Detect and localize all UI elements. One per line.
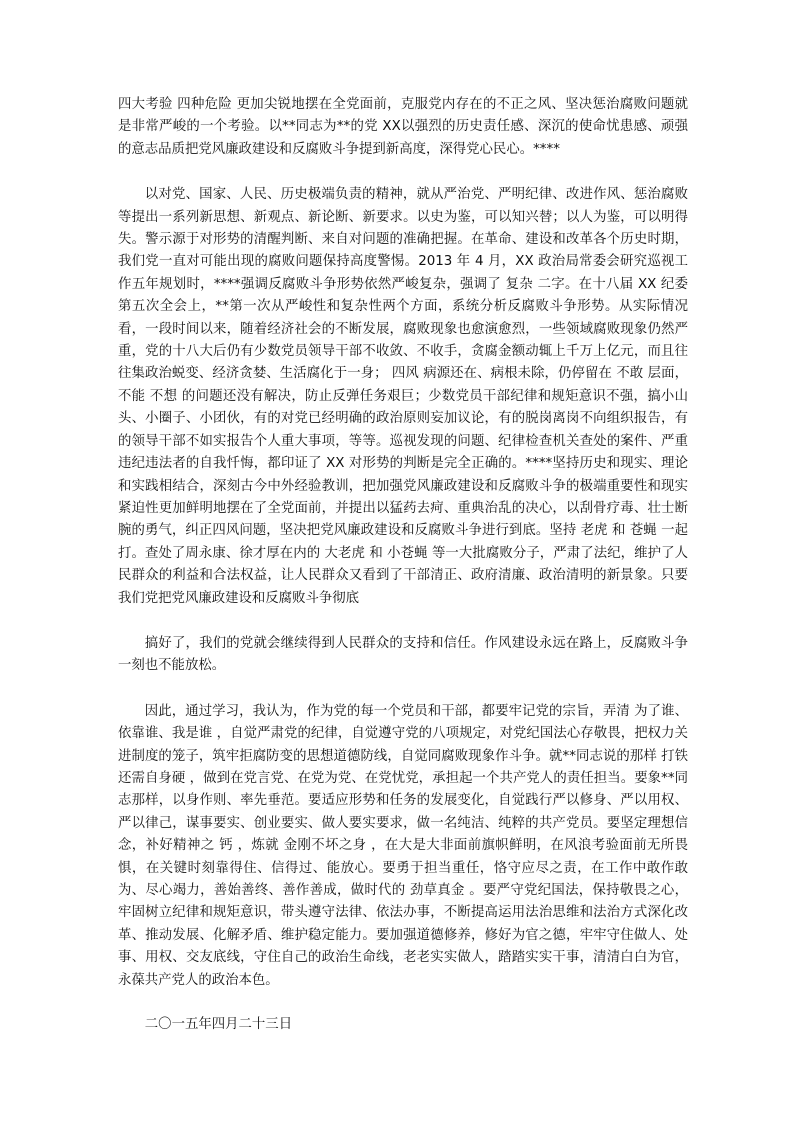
paragraph-3: 搞好了，我们的党就会继续得到人民群众的支持和信任。作风建设永远在路上，反腐败斗争一刻也不能放松。 [118,635,688,674]
paragraph-1: 四大考验 四种危险 更加尖锐地摆在全党面前，克服党内存在的不正之风、坚决惩治腐败问题就是非常严峻的一个考验。以**同志为**的党 XX以强烈的历史责任感、深沉的使命忧患感、顽强的意志品质把党风廉政建设和反腐败斗争提到新高度，深得党心民心。**** [118,97,688,157]
document-page [118,94,688,1036]
document-date: 二〇一五年四月二十三日 [144,1017,293,1033]
paragraph-4: 因此，通过学习，我认为，作为党的每一个党员和干部，都要牢记党的宗旨，弄清 为了谁、依靠谁、我是谁 ，自觉严肃党的纪律，自觉遵守党的八项规定，对党纪国法心存敬畏，把权力关进制度的笼子，筑牢拒腐防变的思想道德防线，自觉同腐败现象作斗争。就**同志说的那样 打铁还需自身硬 ，做到在党言党、在党为党、在党忧党，承担起一个共产党人的责任担当。要象**同志那样，以身作则、率先垂范。要适应形势和任务的发展变化，自觉践行严以修身、严以用权、严以律己，谋事要实、创业要实、做人要实要求，做一名纯洁、纯粹的共产党员。要坚定理想信念，补好精神之 钙 ，炼就 金刚不坏之身 ，在大是大非面前旗帜鲜明，在风浪考验面前无所畏惧，在关键时刻靠得住、信得过、能放心。要勇于担当重任，恪守应尽之责，在工作中敢作敢为、尽心竭力，善始善终、善作善成，做时代的 劲草真金 。要严守党纪国法，保持敬畏之心，牢固树立纪律和规矩意识，带头遵守法律、依法办事，不断提高运用法治思维和法治方式深化改革、推动发展、化解矛盾、维护稳定能力。要加强道德修养，修好为官之德，牢牢守住做人、处事、用权、交友底线，守住自己的政治生命线，老老实实做人，踏踏实实干事，清清白白为官，永葆共产党人的政治本色。 [118,703,688,988]
paragraph-2: 以对党、国家、人民、历史极端负责的精神，就从严治党、严明纪律、改进作风、惩治腐败等提出一系列新思想、新观点、新论断、新要求。以史为鉴，可以知兴替；以人为鉴，可以明得失。警示源于对形势的清醒判断、来自对问题的准确把握。在革命、建设和改革各个历史时期，我们党一直对可能出现的腐败问题保持高度警惕。2013 年 4 月，XX 政治局常委会研究巡视工作五年规划时，****强调反腐败斗争形势依然严峻复杂，强调了 复杂 二字。在十八届 XX 纪委第五次全会上，**第一次从严峻性和复杂性两个方面，系统分析反腐败斗争形势。从实际情况看，一段时间以来，随着经济社会的不断发展，腐败现象也愈演愈烈，一些领域腐败现象仍然严重，党的十八大后仍有少数党员领导干部不收敛、不收手，贪腐金额动辄上千万上亿元，而且往往集政治蜕变、经济贪婪、生活腐化于一身； 四风 病源还在、病根未除，仍停留在 不敢 层面， 不能 不想 的问题还没有解决，防止反弹任务艰巨；少数党员干部纪律和规矩意识不强，搞小山头、小圈子、小团伙，有的对党已经明确的政治原则妄加议论，有的脱岗离岗不向组织报告，有的领导干部不如实报告个人重大事项，等等。巡视发现的问题、纪律检查机关查处的案件、严重违纪违法者的自我忏悔，都印证了 XX 对形势的判断是完全正确的。****坚持历史和现实、理论和实践相结合，深刻古今中外经验教训，把加强党风廉政建设和反腐败斗争的极端重要性和现实紧迫性更加鲜明地摆在了全党面前，并提出以猛药去疴、重典治乱的决心，以刮骨疗毒、壮士断腕的勇气，纠正四风问题，坚决把党风廉政建设和反腐败斗争进行到底。坚持 老虎 和 苍蝇 一起打。查处了周永康、徐才厚在内的 大老虎 和 小苍蝇 等一大批腐败分子，严肃了法纪，维护了人民群众的利益和合法权益，让人民群众又看到了干部清正、政府清廉、政治清明的新景象。只要我们党把党风廉政建设和反腐败斗争彻底 [118,187,688,606]
